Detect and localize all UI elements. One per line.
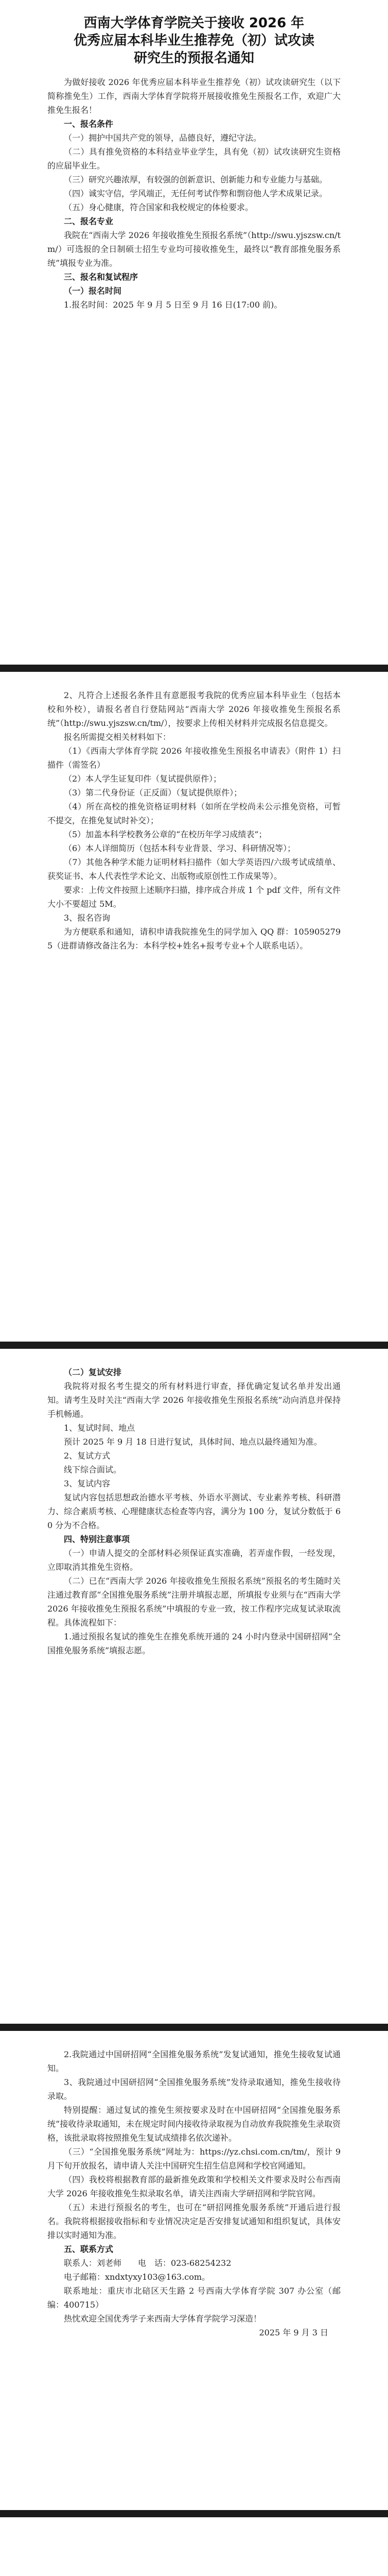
condition-item: （五）身心健康，符合国家和我校规定的体检要求。 — [64, 202, 254, 212]
material-item: （6）本人详细简历（包括本科专业背景、学习、科研情况等）； — [64, 843, 296, 853]
section-4-heading: 四、特别注意事项 — [64, 1534, 130, 1544]
review-content: 复试内容包括思想政治德水平考核、外语水平测试、专业素养考核、科研潜力、综合素质考核、心理健康状态检查等内容，满分为 100 分，复试分数低于 60 分为不合格。 — [47, 1493, 341, 1530]
section-2-heading: 二、报名专业 — [64, 216, 114, 226]
section-5-heading: 五、联系方式 — [64, 2244, 114, 2254]
page-1 — [0, 0, 388, 665]
title-line-3: 研究生的预报名通知 — [133, 50, 254, 66]
notice-item: （一）申请人提交的全部材料必须保证真实准确，若弄虚作假，一经发现，立即取消其推免生资格。 — [47, 1548, 341, 1572]
document-date: 2025 年 9 月 3 日 — [259, 2328, 328, 2337]
notice-item: （二）已在“西南大学 2026 年接收推免生预报名系统”预报名的考生随时关注通过教育部“全国推免服务系统”注册并填报志愿，所填报专业须与在“西南大学 2026 年接收推免生预报名系统”中填报的专业一致，按工作程序完成复试录取流程。具体流程如下： — [47, 1576, 341, 1628]
intro-paragraph: 为做好接收 2026 年优秀应届本科毕业生推荐免（初）试攻读研究生（以下简称推免生）工作，西南大学体育学院将开展接收推免生预报名工作，欢迎广大推免生报名！ — [47, 77, 341, 115]
condition-item: （四）诚实守信，学风端正，无任何考试作弊和剽窃他人学术成果记录。 — [64, 189, 328, 198]
material-item: （3）第二代身份证（正反面）（复试提供原件）； — [64, 788, 242, 798]
review-mode-title: 2、复试方式 — [64, 1451, 111, 1461]
page-5 — [0, 2517, 388, 2576]
title-line-2: 优秀应届本科毕业生推荐免（初）试攻读 — [73, 33, 314, 48]
material-item: （2）本人学生证复印件（复试提供原件）； — [64, 774, 222, 784]
notice-item: 特别提醒：通过复试的推免生须按要求及时在中国研招网“全国推免服务系统”接收待录取通知，未在规定时间内接收待录取视为自动放弃我院推免生录取资格，该批录取将按照推免生复试成绩排名依次递补。 — [47, 2105, 341, 2143]
notice-item: 1.通过预报名复试的推免生在推免系统开通的 24 小时内登录中国研招网“全国推免服务系统”填报志愿。 — [47, 1632, 341, 1655]
material-item: （5）加盖本科学校教务公章的“在校历年学习成绩表”； — [64, 829, 267, 839]
condition-item: （一）拥护中国共产党的领导，品德良好，遵纪守法。 — [64, 133, 262, 143]
condition-item: （二）具有推免资格的本科结业毕业学生，具有免（初）试攻读研究生资格的应届毕业生。 — [47, 147, 341, 171]
review-time: 预计 2025 年 9 月 18 日进行复试，具体时间、地点以最终通知为准。 — [64, 1437, 322, 1447]
page-3 — [0, 1349, 388, 2024]
registration-step-2: 2、凡符合上述报名条件且有意愿报考我院的优秀应届本科毕业生（包括本校和外校），请报名者自行登陆网站“西南大学 2026 年接收推免生预报名系统”（http://swu.yjszsw.cn/tm/），按要求上传相关材料并完成报名信息提交。 — [47, 690, 341, 728]
consultation-heading: 3、报名咨询 — [64, 913, 111, 923]
qq-group-note: 为方便联系和通知，请积申请我院推免生的同学加入 QQ 群：1059052795（进群请修改备注名为：本科学校+姓名+报考专业+个人联系电话）。 — [47, 927, 341, 951]
page-4 — [0, 2031, 388, 2510]
review-mode: 线下综合面试。 — [64, 1465, 122, 1475]
upload-requirement: 要求：上传文件按照上述顺序扫描，排序成合并成 1 个 pdf 文件，所有文件大小不要超过 5M。 — [47, 885, 341, 909]
registration-time: 1.报名时间：2025 年 9 月 5 日至 9 月 16 日(17:00 前)。 — [64, 300, 283, 310]
document-title — [47, 14, 341, 67]
review-arrangement-heading: （二）复试安排 — [64, 1367, 122, 1377]
review-time-title: 1、复试时间、地点 — [64, 1423, 135, 1433]
notice-item: （三）“全国推免服务系统”网址为：https://yz.chsi.com.cn/tm/，预计 9 月下旬开放报名，请申请人关注中国研究生招生信息网和学校官网通知。 — [47, 2147, 341, 2171]
registration-time-heading: （一）报名时间 — [64, 286, 122, 296]
notice-item: 2.我院通过中国研招网“全国推免服务系统”发复试通知，推免生接收复试通知。 — [47, 2049, 341, 2073]
contact-address: 联系地址：重庆市北碚区天生路 2 号西南大学体育学院 307 办公室（邮编：400715） — [47, 2286, 341, 2310]
section-2-body: 我院在“西南大学 2026 年接收推免生预报名系统”（http://swu.yjszsw.cn/tm/）可选报的全日制硕士招生专业均可接收推免生，最终以“教育部推免服务系统”填报专业为准。 — [47, 230, 341, 268]
title-line-1: 西南大学体育学院关于接收 2026 年 — [83, 15, 305, 31]
condition-item: （三）研究兴趣浓厚，有较强的创新意识、创新能力和专业能力与基础。 — [64, 175, 328, 184]
page-divider — [0, 665, 388, 672]
notice-item: （五）未进行预报名的考生，也可在“研招网推免服务系统”开通后进行报名。我院将根据接收指标和专业情况决定是否安排复试通知和组织复试，具体安排以实时通知为准。 — [47, 2202, 341, 2240]
notice-item: 3、我院通过中国研招网“全国推免服务系统”发待录取通知，推免生接收待录取。 — [47, 2077, 341, 2101]
section-1-heading: 一、报名条件 — [64, 119, 114, 129]
material-item: （4）所在高校的推免资格证明材料（如所在学校尚未公示推免资格，可暂不提交，在推免复试时补交）； — [47, 802, 341, 825]
review-intro: 我院将对报名考生提交的所有材料进行审查，择优确定复试名单并发出通知。请考生及时关注“西南大学 2026 年接收推免生预报名系统”动向消息并保持手机畅通。 — [47, 1381, 341, 1419]
materials-title: 报名所需提交相关材料如下： — [64, 732, 171, 742]
closing-line: 热忱欢迎全国优秀学子来西南大学体育学院学习深造！ — [64, 2314, 262, 2324]
section-3-heading: 三、报名和复试程序 — [64, 272, 138, 282]
material-item: （1）《西南大学体育学院 2026 年接收推免生预报名申请表》（附件 1）扫描件（需签名） — [47, 746, 341, 770]
page-divider — [0, 1342, 388, 1349]
page-divider — [0, 2024, 388, 2031]
material-item: （7）其他各种学术能力证明材料扫描件（如大学英语四/六级考试成绩单、获奖证书、本人代表性学术论文、出版物或原创性工作成果等）。 — [47, 857, 341, 881]
notice-item: （四）我校将根据教育部的最新推免政策和学校相关文件要求及时公布西南大学 2026 年接收推免生拟录取名单，请关注西南大学研招网和学院官网。 — [47, 2175, 341, 2198]
page-divider — [0, 2510, 388, 2517]
page-2 — [0, 672, 388, 1342]
contact-person: 联系人：刘老师 电 话：023-68254232 — [64, 2258, 232, 2268]
contact-email: 电子邮箱：xndxtyxy103@163.com。 — [64, 2272, 210, 2282]
review-content-title: 3、复试内容 — [64, 1479, 111, 1488]
